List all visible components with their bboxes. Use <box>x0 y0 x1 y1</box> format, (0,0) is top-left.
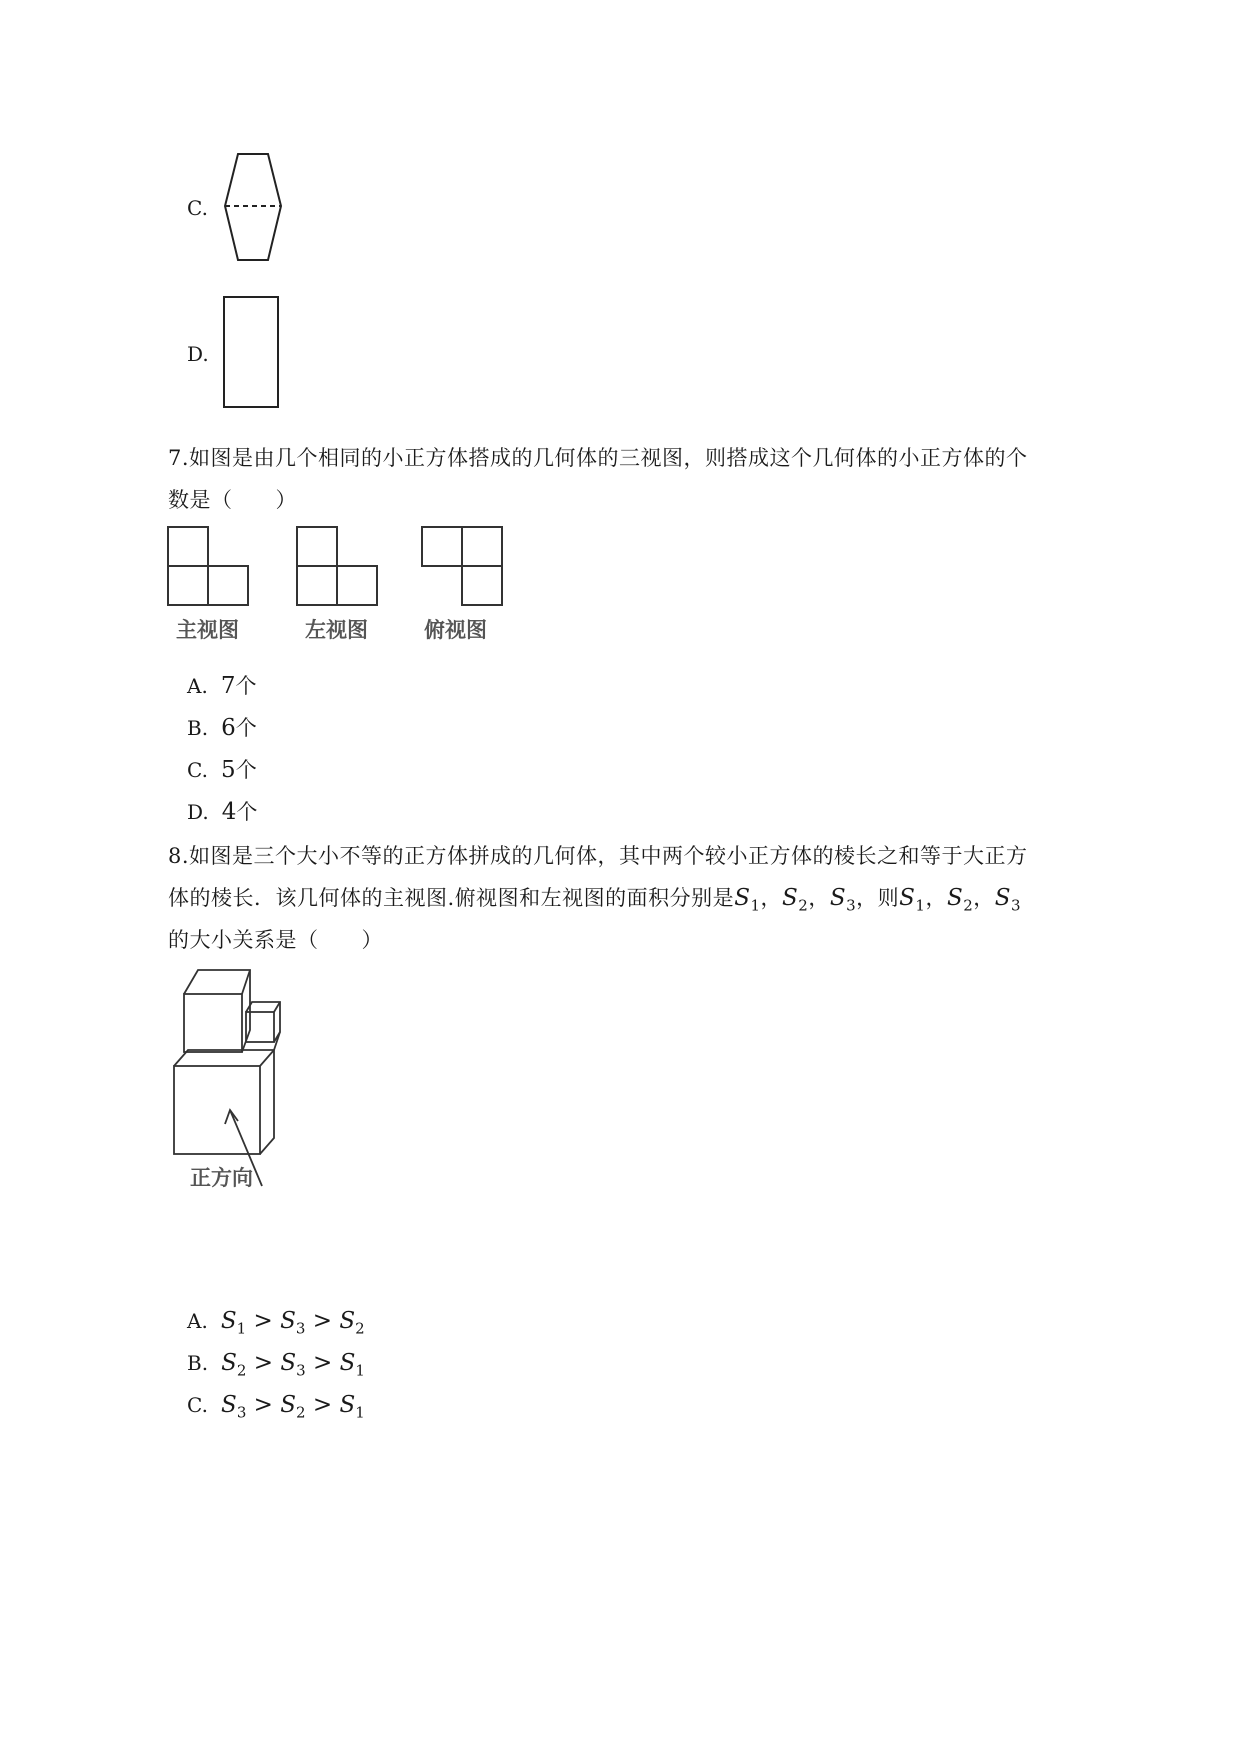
option-letter: B. <box>187 1351 209 1375</box>
q8-stem-line1: 8.如图是三个大小不等的正方体拼成的几何体，其中两个较小正方体的棱长之和等于大正方 <box>168 844 1028 868</box>
q7-option-d[interactable] <box>187 796 258 826</box>
stacked-cubes-figure <box>170 966 290 1190</box>
option-expression: $S_3 > S_2 > S_1$ <box>221 1392 365 1422</box>
option-number: 7 <box>220 673 236 699</box>
option-unit: 个 <box>235 674 258 698</box>
separator: ， <box>808 886 830 910</box>
left-view-caption: 左视图 <box>305 618 368 642</box>
top-view-figure <box>421 526 505 608</box>
option-letter: B. <box>187 716 209 740</box>
s1-symbol: $S_1$ <box>734 885 761 915</box>
option-letter: C. <box>187 1393 208 1417</box>
q8-stem-line3: 的大小关系是（ ） <box>168 928 383 952</box>
option-c-label: C. <box>187 196 208 220</box>
s2-symbol: $S_2$ <box>946 885 974 915</box>
q7-stem-line1: 7.如图是由几个相同的小正方体搭成的几何体的三视图，则搭成这个几何体的小正方体的个 <box>168 446 1028 470</box>
option-letter: A. <box>187 674 208 698</box>
front-view-figure <box>167 526 251 608</box>
s2-symbol: $S_2$ <box>782 885 809 915</box>
q8-option-a[interactable] <box>187 1308 365 1338</box>
option-number: 4 <box>221 799 237 825</box>
option-unit: 个 <box>235 716 258 740</box>
option-expression: $S_1 > S_3 > S_2$ <box>220 1308 365 1338</box>
s3-symbol: $S_3$ <box>994 885 1022 915</box>
direction-label: 正方向 <box>190 1166 253 1190</box>
option-letter: D. <box>187 800 209 824</box>
q8-option-c[interactable] <box>187 1392 365 1422</box>
separator: ， <box>925 886 947 910</box>
left-view-figure <box>296 526 380 608</box>
q8-option-b[interactable] <box>187 1350 365 1380</box>
q7-option-a[interactable] <box>187 670 257 700</box>
q8-line2-text: 体的棱长．该几何体的主视图.俯视图和左视图的面积分别是 <box>168 886 735 910</box>
front-view-caption: 主视图 <box>176 618 239 642</box>
s1-symbol: $S_1$ <box>899 885 926 915</box>
separator: ， <box>973 886 995 910</box>
q8-stem-line2 <box>168 882 1021 915</box>
option-number: 5 <box>221 757 236 783</box>
option-d-label: D. <box>187 342 209 366</box>
q7-option-c[interactable] <box>187 754 257 784</box>
q7-stem-line2: 数是（ ） <box>168 488 297 512</box>
separator: ， <box>760 886 782 910</box>
option-unit: 个 <box>236 800 258 824</box>
option-letter: A. <box>187 1309 208 1333</box>
option-letter: C. <box>187 758 208 782</box>
rectangle-figure <box>223 296 281 410</box>
hexagon-figure <box>222 152 284 264</box>
option-number: 6 <box>221 715 236 741</box>
s3-symbol: $S_3$ <box>829 885 857 915</box>
option-expression: $S_2 > S_3 > S_1$ <box>221 1350 365 1380</box>
then-text: ，则 <box>856 886 900 910</box>
top-view-caption: 俯视图 <box>424 618 487 642</box>
q7-option-b[interactable] <box>187 712 257 742</box>
option-unit: 个 <box>235 758 258 782</box>
